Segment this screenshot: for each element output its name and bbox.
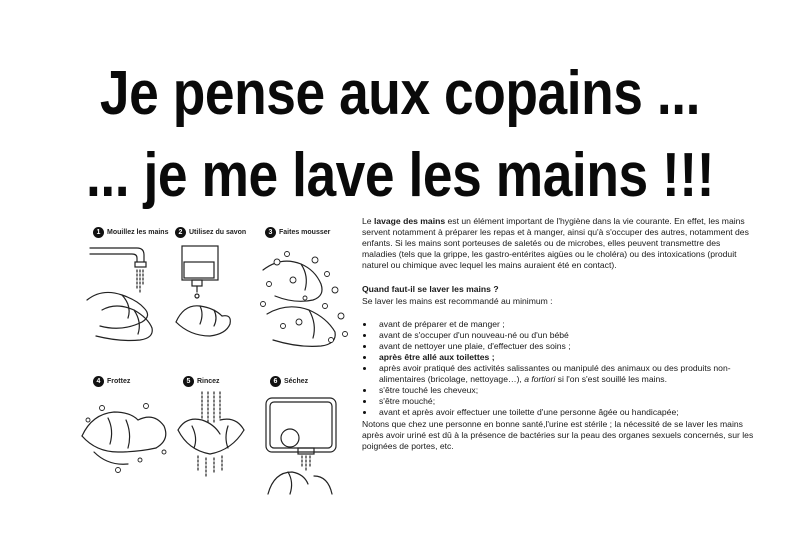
list-item: avant de préparer et de manger ; bbox=[362, 319, 754, 330]
step-1-number: 1 bbox=[93, 227, 104, 238]
step-5-number: 5 bbox=[183, 376, 194, 387]
rinsing-hands-icon bbox=[172, 390, 250, 482]
step-6-label bbox=[270, 376, 308, 387]
step-2-label bbox=[175, 227, 246, 238]
step-4-label bbox=[93, 376, 130, 387]
step-6-text: Séchez bbox=[284, 378, 309, 385]
wet-hands-under-tap-icon bbox=[82, 240, 168, 350]
step-3-label bbox=[265, 227, 330, 238]
list-item: avant et après avoir effectuer une toilette d'une personne âgée ou handicapée; bbox=[362, 407, 754, 418]
title-line-2: ... je me lave les mains !!! bbox=[85, 141, 715, 210]
step-2-number: 2 bbox=[175, 227, 186, 238]
list-item: s'être touché les cheveux; bbox=[362, 385, 754, 396]
hand-dryer-icon bbox=[258, 390, 342, 500]
lathering-hands-icon bbox=[255, 240, 355, 352]
title-line-1: Je pense aux copains ... bbox=[99, 59, 701, 128]
list-item: s'être mouché; bbox=[362, 396, 754, 407]
step-5-text: Rincez bbox=[197, 378, 220, 385]
article-text bbox=[362, 216, 754, 452]
step-3-text: Faites mousser bbox=[279, 229, 331, 236]
question-heading: Quand faut-il se laver les mains ? bbox=[362, 284, 499, 295]
list-item: avant de nettoyer une plaie, d'effectuer des soins ; bbox=[362, 341, 754, 352]
closing-paragraph: Notons que chez une personne en bonne santé,l'urine est stérile ; la nécessité de se laver les mains après avoir uriné est dû à la présence de bactéries sur la peau des organes sexuels concernés, sur les poignées de portes, etc. bbox=[362, 418, 754, 451]
step-6-number: 6 bbox=[270, 376, 281, 387]
list-item: après avoir pratiqué des activités salissantes ou manipulé des animaux ou des produits non-alimentaires (bricolage, nettoyage…), a fortiori si l'on s'est souillé les mains. bbox=[362, 363, 754, 385]
step-5-label bbox=[183, 376, 220, 387]
step-2-text: Utilisez du savon bbox=[189, 229, 247, 236]
intro-paragraph: Le lavage des mains est un élément important de l'hygiène dans la vie courante. En effet, les mains servent notamment à préparer les repas et à manger, ainsi qu'à s'occuper des autres, notamment des enfants. Si les mains sont porteuses de saletés ou de microbes, elles peuvent transmettre des maladies (tels que la grippe, les gastro-entérites aigües ou le choléra) ou des intoxications (produit naturel ou chimique avec lequel les mains auraient été en contact). bbox=[362, 216, 749, 271]
step-3-number: 3 bbox=[265, 227, 276, 238]
step-1-label bbox=[93, 227, 168, 238]
step-1-text: Mouillez les mains bbox=[107, 229, 169, 236]
step-4-number: 4 bbox=[93, 376, 104, 387]
list-item: après être allé aux toilettes ; bbox=[362, 352, 754, 363]
list-item: avant de s'occuper d'un nouveau-né ou d'un bébé bbox=[362, 330, 754, 341]
rubbing-hands-icon bbox=[78, 390, 170, 480]
step-4-text: Frottez bbox=[107, 378, 131, 385]
soap-dispenser-icon bbox=[170, 240, 244, 348]
bullet-list bbox=[362, 319, 754, 419]
recommend-line: Se laver les mains est recommandé au minimum : bbox=[362, 295, 553, 306]
